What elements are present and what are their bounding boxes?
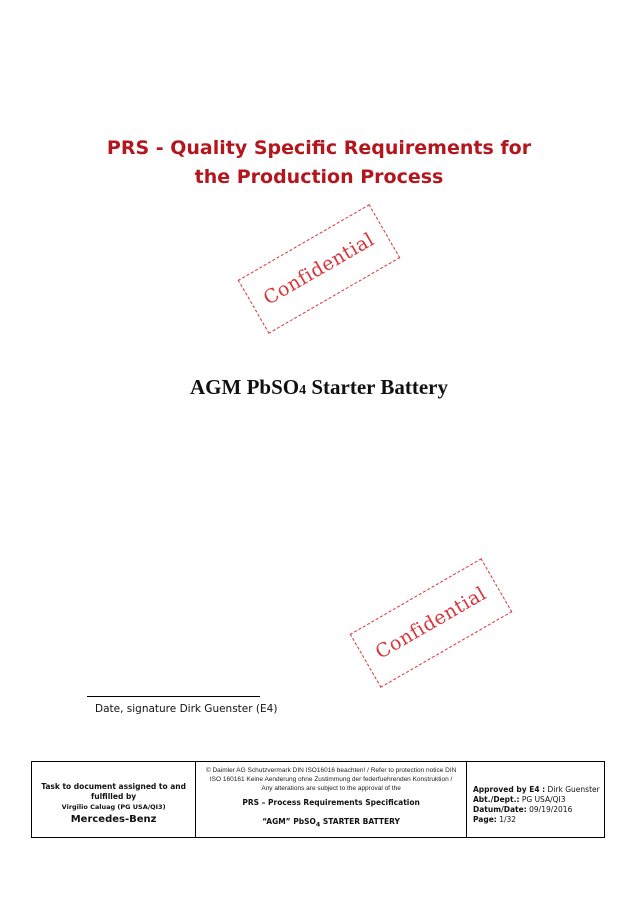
footer-table	[31, 761, 605, 838]
stamp-text: Confidential	[259, 228, 379, 310]
approved-value: Dirk Guenster	[545, 785, 600, 794]
battery-suffix: STARTER BATTERY	[320, 817, 400, 826]
title-line-1: PRS - Quality Specific Requirements for	[106, 137, 532, 159]
battery-name	[204, 817, 458, 829]
page-row	[473, 815, 598, 825]
product-rest: Starter Battery	[306, 375, 448, 399]
assigned-person: Virgilio Caluag (PG USA/QI3)	[61, 803, 166, 811]
assigned-text: Task to document assigned to and fulfilled by	[41, 782, 187, 801]
page-value: 1/32	[496, 815, 517, 824]
stamp-text: Confidential	[371, 582, 491, 664]
footer-assignment-cell	[32, 762, 196, 837]
battery-subscript: 4	[315, 821, 321, 829]
battery-prefix: “AGM” PbSO	[262, 817, 316, 826]
date-label: Datum/Date:	[473, 805, 527, 814]
dept-value: PG USA/QI3	[519, 795, 566, 804]
company-name: Mercedes-Benz	[70, 814, 157, 825]
approved-label: Approved by E4 :	[473, 785, 546, 794]
footer-approval-cell	[467, 762, 604, 837]
title-line-2: the Production Process	[194, 166, 444, 188]
signature-caption: Date, signature Dirk Guenster (E4)	[95, 703, 278, 715]
page-label: Page:	[473, 815, 497, 824]
product-title	[0, 375, 638, 400]
document-title	[60, 134, 578, 192]
dept-label: Abt./Dept.:	[473, 795, 520, 804]
signature-line	[87, 696, 260, 697]
approved-row	[473, 785, 598, 795]
product-main: AGM PbSO	[190, 375, 300, 399]
protection-notice: © Daimler AG Schutzvermark DIN ISO16016 beachten! / Refer to protection notice DIN ISO 160161 Keine Aenderung ohne Zustimmung der federfuehrenden Konstruktion / Any alterations are subject to the approval of the	[205, 767, 457, 792]
product-subscript: 4	[299, 383, 307, 398]
spec-name: PRS – Process Requirements Specification	[242, 798, 420, 807]
date-row	[473, 805, 598, 815]
date-value: 09/19/2016	[526, 805, 573, 814]
confidential-stamp	[238, 204, 401, 334]
footer-notice-cell	[196, 762, 467, 837]
dept-row	[473, 795, 598, 805]
confidential-stamp	[350, 558, 513, 688]
